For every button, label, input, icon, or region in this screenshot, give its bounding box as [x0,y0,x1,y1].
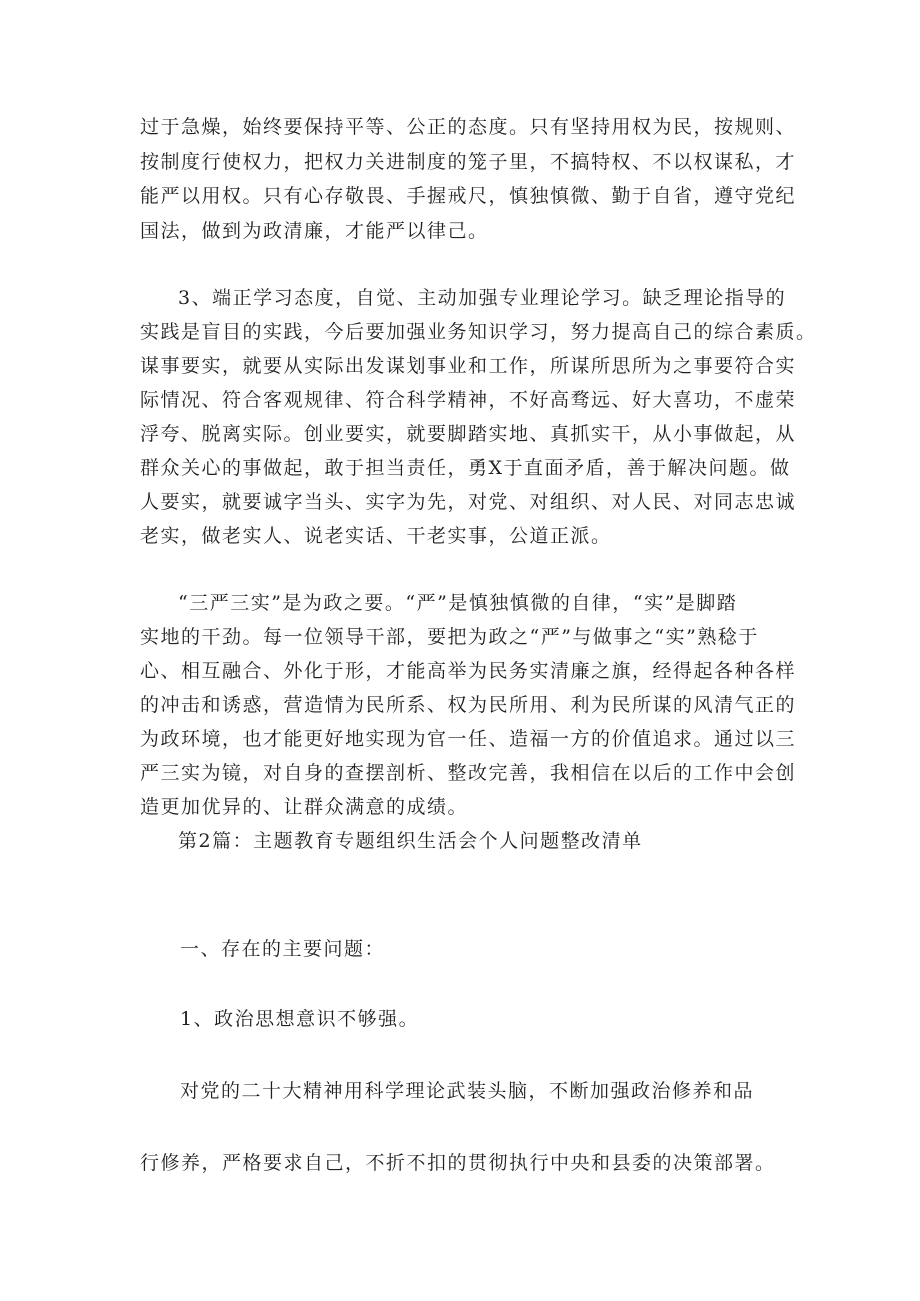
paragraph-3-line-3: 心、相互融合、外化于形，才能高举为民务实清廉之旗，经得起各种各样 [140,660,797,682]
paragraph-4-line-2: 行修养，严格要求自己，不折不扣的贯彻执行中央和县委的决策部署。 [140,1152,776,1174]
paragraph-2-line-7: 人要实，就要诚字当头、实字为先，对党、对组织、对人民、对同志忠诚 [140,491,797,513]
paragraph-1-line-2: 按制度行使权力，把权力关进制度的笼子里，不搞特权、不以权谋私，才 [140,151,797,173]
paragraph-3-line-6: 严三实为镜，对自身的查摆剖析、整改完善，我相信在以后的工作中会创 [140,762,797,784]
section-title: 第2篇：主题教育专题组织生活会个人问题整改清单 [178,830,643,852]
paragraph-4-line-1: 对党的二十大精神用科学理论武装头脑，不断加强政治修养和品 [180,1080,755,1102]
paragraph-3-line-4: 的冲击和诱惑，营造情为民所系、权为民所用、利为民所谋的风清气正的 [140,694,797,716]
paragraph-3-line-1: “三严三实”是为政之要。“严”是慎独慎微的自律，“实”是脚踏 [178,592,738,614]
paragraph-3-line-2: 实地的干劲。每一位领导干部，要把为政之“严”与做事之“实”熟稔于 [140,626,759,648]
paragraph-3-line-7: 造更加优异的、让群众满意的成绩。 [140,796,469,818]
paragraph-2-line-1: 3、端正学习态度，自觉、主动加强专业理论学习。缺乏理论指导的 [178,287,787,309]
paragraph-1-line-1: 过于急燥，始终要保持平等、公正的态度。只有坚持用权为民，按规则、 [140,116,797,138]
paragraph-2-line-8: 老实，做老实人、说老实话、干老实事，公道正派。 [140,525,612,547]
paragraph-1-line-4: 国法，做到为政清廉，才能严以律己。 [140,220,489,242]
paragraph-2-line-4: 际情况、符合客观规律、符合科学精神，不好高骛远、好大喜功，不虚荣 [140,389,797,411]
paragraph-2-line-3: 谋事要实，就要从实际出发谋划事业和工作，所谋所思所为之事要符合实 [140,355,797,377]
paragraph-2-line-2: 实践是盲目的实践，今后要加强业务知识学习，努力提高自己的综合素质。 [140,321,817,343]
paragraph-1-line-3: 能严以用权。只有心存敬畏、手握戒尺，慎独慎微、勤于自省，遵守党纪 [140,185,797,207]
item-1-title: 1、政治思想意识不够强。 [180,1008,420,1030]
paragraph-2-line-6: 群众关心的事做起，敢于担当责任，勇X于直面矛盾，善于解决问题。做 [140,457,791,479]
paragraph-3-line-5: 为政环境，也才能更好地实现为官一任、造福一方的价值追求。通过以三 [140,728,797,750]
heading-main-problems: 一、存在的主要问题： [180,938,386,960]
paragraph-2-line-5: 浮夸、脱离实际。创业要实，就要脚踏实地、真抓实干，从小事做起，从 [140,423,797,445]
